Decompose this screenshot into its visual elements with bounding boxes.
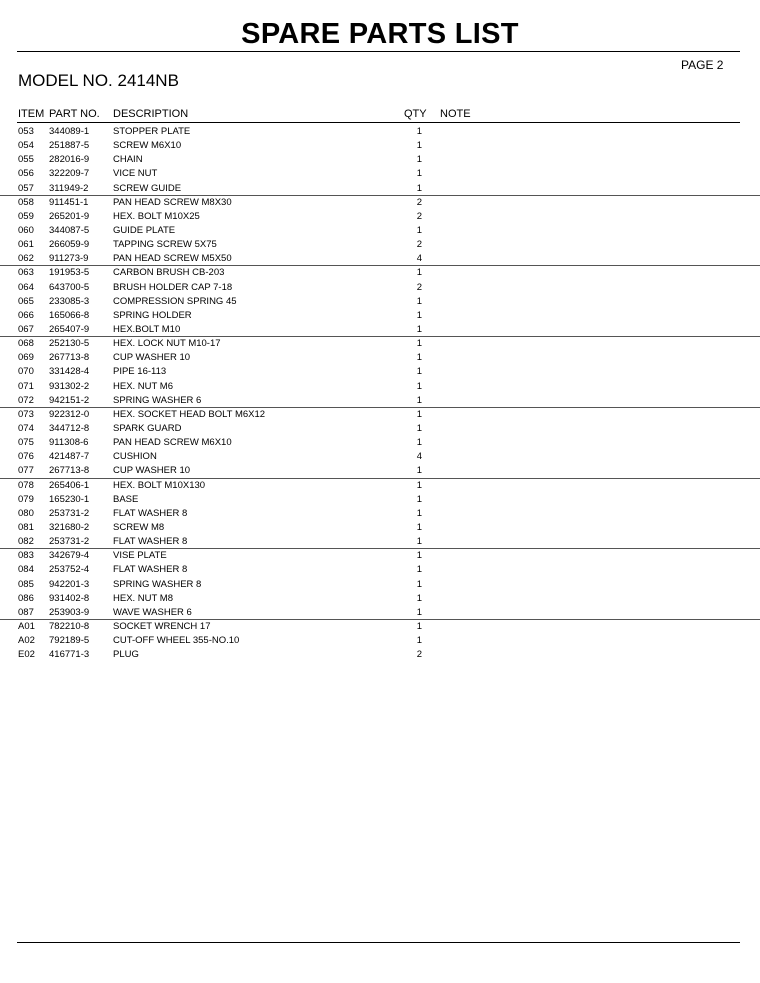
part-description: SCREW GUIDE — [113, 182, 182, 194]
table-row — [0, 606, 760, 620]
model-number: MODEL NO. 2414NB — [18, 71, 179, 90]
table-row — [0, 125, 760, 139]
quantity: 1 — [416, 408, 422, 420]
table-row — [0, 295, 760, 309]
part-number: 421487-7 — [49, 451, 90, 463]
part-number: 922312-0 — [49, 408, 90, 420]
table-row — [0, 535, 760, 549]
part-number: 253731-2 — [49, 507, 90, 519]
part-number: 253731-2 — [49, 536, 90, 548]
part-description: SCREW M6X10 — [113, 140, 182, 152]
quantity: 1 — [416, 352, 422, 364]
part-number: 342679-4 — [49, 550, 90, 562]
item-number: 072 — [18, 394, 34, 406]
table-row — [0, 153, 760, 167]
table-row — [0, 252, 760, 266]
item-number: 068 — [18, 338, 34, 350]
part-number: 233085-3 — [49, 295, 90, 307]
part-number: 266059-9 — [49, 239, 90, 251]
table-row — [0, 309, 760, 323]
quantity: 1 — [416, 140, 422, 152]
part-number: 311949-2 — [49, 182, 89, 194]
part-number: 267713-8 — [49, 352, 90, 364]
item-number: A02 — [18, 635, 35, 647]
quantity: 4 — [416, 451, 422, 463]
part-number: 331428-4 — [49, 366, 90, 378]
quantity: 1 — [416, 550, 422, 562]
part-number: 792189-5 — [49, 635, 90, 647]
quantity: 1 — [416, 380, 422, 392]
item-number: 069 — [18, 352, 34, 364]
item-number: 073 — [18, 408, 34, 420]
part-description: CARBON BRUSH CB-203 — [113, 267, 225, 279]
table-row — [0, 592, 760, 606]
item-number: 059 — [18, 210, 34, 222]
quantity: 1 — [416, 465, 422, 477]
item-number: 080 — [18, 507, 34, 519]
part-description: PAN HEAD SCREW M8X30 — [113, 196, 232, 208]
quantity: 1 — [416, 521, 422, 533]
part-number: 253752-4 — [49, 564, 90, 576]
item-number: 084 — [18, 564, 34, 576]
title-divider — [17, 51, 740, 52]
item-number: 070 — [18, 366, 34, 378]
table-row — [0, 238, 760, 252]
quantity: 1 — [416, 592, 422, 604]
quantity: 2 — [416, 281, 422, 293]
quantity: 1 — [416, 507, 422, 519]
quantity: 1 — [416, 309, 422, 321]
quantity: 1 — [416, 366, 422, 378]
table-row — [0, 380, 760, 394]
table-row — [0, 507, 760, 521]
table-row — [0, 224, 760, 238]
item-number: 083 — [18, 550, 34, 562]
table-row — [0, 450, 760, 464]
part-number: 267713-8 — [49, 465, 90, 477]
quantity: 1 — [416, 606, 422, 618]
part-number: 165066-8 — [49, 309, 90, 321]
table-row — [0, 394, 760, 408]
item-number: 071 — [18, 380, 34, 392]
quantity: 1 — [416, 394, 422, 406]
quantity: 1 — [416, 182, 422, 194]
part-number: 942151-2 — [49, 394, 90, 406]
table-row — [0, 620, 760, 634]
quantity: 1 — [416, 422, 422, 434]
part-number: 911273-9 — [49, 253, 89, 265]
part-description: STOPPER PLATE — [113, 126, 191, 137]
part-description: HEX. NUT M6 — [113, 380, 174, 392]
item-number: 086 — [18, 592, 34, 604]
quantity: 1 — [416, 323, 422, 335]
quantity: 4 — [416, 253, 422, 265]
table-row — [0, 139, 760, 153]
item-number: 075 — [18, 437, 34, 449]
part-description: HEX. BOLT M10X25 — [113, 210, 200, 222]
table-row — [0, 210, 760, 224]
item-number: 079 — [18, 493, 34, 505]
part-description: FLAT WASHER 8 — [113, 536, 188, 548]
quantity: 1 — [416, 224, 422, 236]
quantity: 1 — [416, 620, 422, 632]
item-number: 067 — [18, 323, 34, 335]
column-header-note: NOTE — [440, 108, 471, 120]
column-header-description: DESCRIPTION — [113, 108, 189, 120]
quantity: 1 — [416, 295, 422, 307]
part-description: SPRING WASHER 6 — [113, 394, 202, 406]
part-number: 942201-3 — [49, 578, 90, 590]
parts-table-body — [0, 125, 760, 662]
table-row — [0, 365, 760, 379]
item-number: 057 — [18, 182, 34, 194]
table-row — [0, 167, 760, 181]
table-row — [0, 648, 760, 662]
part-description: HEX.BOLT M10 — [113, 323, 181, 335]
part-number: 265201-9 — [49, 210, 90, 222]
item-number: 062 — [18, 253, 34, 265]
part-number: 911451-1 — [49, 196, 89, 208]
part-description: VISE PLATE — [113, 550, 167, 562]
part-number: 322209-7 — [49, 168, 90, 180]
part-description: CUT-OFF WHEEL 355-NO.10 — [113, 635, 240, 647]
footer-divider — [17, 942, 740, 943]
table-row — [0, 182, 760, 196]
item-number: 054 — [18, 140, 34, 152]
part-description: SPARK GUARD — [113, 422, 182, 434]
part-number: 191953-5 — [49, 267, 90, 279]
quantity: 1 — [416, 635, 422, 647]
column-header-part-no: PART NO. — [49, 108, 100, 120]
part-description: WAVE WASHER 6 — [113, 606, 192, 618]
table-row — [0, 281, 760, 295]
table-row — [0, 578, 760, 592]
quantity: 1 — [416, 493, 422, 505]
page-number: PAGE 2 — [681, 58, 724, 72]
table-row — [0, 549, 760, 563]
quantity: 1 — [416, 168, 422, 180]
part-description: CHAIN — [113, 154, 143, 166]
part-number: 416771-3 — [49, 649, 90, 661]
part-description: HEX. SOCKET HEAD BOLT M6X12 — [113, 408, 266, 420]
part-number: 251887-5 — [49, 140, 90, 152]
table-row — [0, 563, 760, 577]
part-description: CUP WASHER 10 — [113, 465, 191, 477]
quantity: 1 — [416, 338, 422, 350]
part-number: 321680-2 — [49, 521, 90, 533]
item-number: 078 — [18, 479, 34, 491]
part-number: 165230-1 — [49, 493, 90, 505]
item-number: 087 — [18, 606, 34, 618]
part-description: VICE NUT — [113, 168, 158, 180]
part-number: 253903-9 — [49, 606, 90, 618]
item-number: 085 — [18, 578, 34, 590]
quantity: 1 — [416, 479, 422, 491]
part-number: 265406-1 — [49, 479, 90, 491]
item-number: A01 — [18, 620, 35, 632]
quantity: 1 — [416, 267, 422, 279]
part-description: FLAT WASHER 8 — [113, 564, 188, 576]
page-title: SPARE PARTS LIST — [241, 18, 519, 50]
item-number: 055 — [18, 154, 34, 166]
part-description: SPRING HOLDER — [113, 309, 192, 321]
part-number: 911308-6 — [49, 437, 89, 449]
quantity: 2 — [416, 210, 422, 222]
part-description: BASE — [113, 493, 139, 505]
table-row — [0, 351, 760, 365]
item-number: 064 — [18, 281, 34, 293]
quantity: 1 — [416, 578, 422, 590]
item-number: 063 — [18, 267, 34, 279]
item-number: 060 — [18, 224, 34, 236]
item-number: 058 — [18, 196, 34, 208]
part-description: SOCKET WRENCH 17 — [113, 620, 211, 632]
part-number: 344089-1 — [49, 126, 90, 137]
item-number: 065 — [18, 295, 34, 307]
item-number: 053 — [18, 126, 34, 137]
part-number: 344087-5 — [49, 224, 90, 236]
table-row — [0, 493, 760, 507]
table-row — [0, 196, 760, 210]
item-number: 076 — [18, 451, 34, 463]
item-number: E02 — [18, 649, 35, 661]
part-description: PIPE 16-113 — [113, 366, 167, 378]
table-row — [0, 408, 760, 422]
quantity: 1 — [416, 536, 422, 548]
quantity: 2 — [416, 239, 422, 251]
quantity: 1 — [416, 126, 422, 137]
item-number: 077 — [18, 465, 34, 477]
part-description: CUP WASHER 10 — [113, 352, 191, 364]
item-number: 056 — [18, 168, 34, 180]
table-row — [0, 323, 760, 337]
part-number: 344712-8 — [49, 422, 90, 434]
part-description: SCREW M8 — [113, 521, 165, 533]
part-description: BRUSH HOLDER CAP 7-18 — [113, 281, 233, 293]
item-number: 081 — [18, 521, 34, 533]
quantity: 1 — [416, 154, 422, 166]
part-description: CUSHION — [113, 451, 157, 463]
quantity: 2 — [416, 196, 422, 208]
part-description: TAPPING SCREW 5X75 — [113, 239, 217, 251]
table-row — [0, 266, 760, 280]
part-description: PLUG — [113, 649, 139, 661]
header-divider — [17, 122, 740, 123]
part-description: FLAT WASHER 8 — [113, 507, 188, 519]
part-description: PAN HEAD SCREW M5X50 — [113, 253, 232, 265]
quantity: 1 — [416, 437, 422, 449]
part-number: 252130-5 — [49, 338, 90, 350]
table-row — [0, 422, 760, 436]
table-row — [0, 634, 760, 648]
column-header-item: ITEM — [18, 108, 45, 120]
part-description: HEX. NUT M8 — [113, 592, 174, 604]
table-row — [0, 337, 760, 351]
part-description: PAN HEAD SCREW M6X10 — [113, 437, 232, 449]
quantity: 1 — [416, 564, 422, 576]
item-number: 074 — [18, 422, 34, 434]
part-number: 265407-9 — [49, 323, 90, 335]
quantity: 2 — [416, 649, 422, 661]
part-description: HEX. BOLT M10X130 — [113, 479, 206, 491]
part-number: 282016-9 — [49, 154, 90, 166]
table-row — [0, 464, 760, 478]
table-row — [0, 521, 760, 535]
item-number: 066 — [18, 309, 34, 321]
part-number: 931402-8 — [49, 592, 90, 604]
table-row — [0, 436, 760, 450]
part-description: GUIDE PLATE — [113, 224, 176, 236]
column-header-qty: QTY — [404, 108, 427, 120]
part-number: 643700-5 — [49, 281, 90, 293]
part-number: 782210-8 — [49, 620, 90, 632]
table-row — [0, 479, 760, 493]
part-description: SPRING WASHER 8 — [113, 578, 202, 590]
part-description: HEX. LOCK NUT M10-17 — [113, 338, 221, 350]
item-number: 061 — [18, 239, 34, 251]
item-number: 082 — [18, 536, 34, 548]
part-number: 931302-2 — [49, 380, 90, 392]
part-description: COMPRESSION SPRING 45 — [113, 295, 237, 307]
